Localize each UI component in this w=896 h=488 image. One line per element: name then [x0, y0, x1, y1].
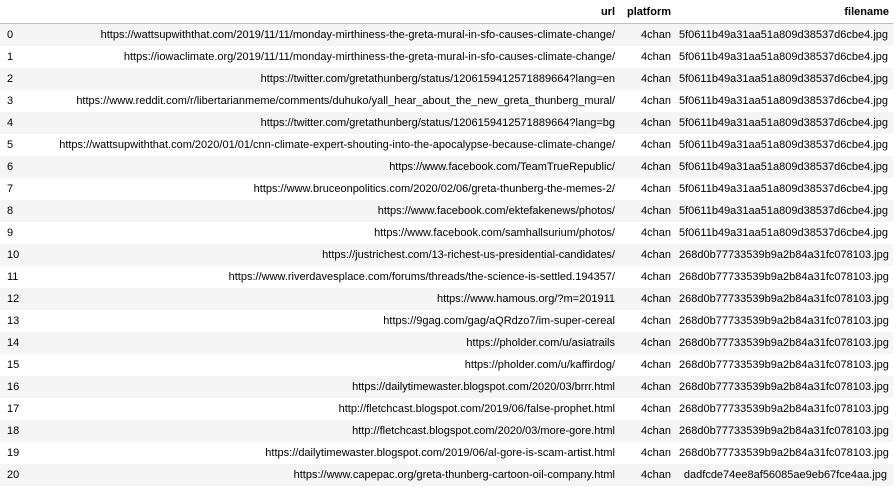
- row-index: 1: [7, 51, 14, 63]
- row-index: 9: [7, 227, 14, 239]
- header-row: [0, 0, 893, 24]
- table-row: [0, 90, 893, 112]
- table-row: [0, 156, 893, 178]
- platform-cell: 4chan: [641, 205, 671, 217]
- filename-cell: dadfcde74ee8af56085ae9eb67fce4aa.jpg: [683, 469, 887, 481]
- platform-cell: 4chan: [641, 29, 671, 41]
- url-cell: https://www.facebook.com/ektefakenews/photos/: [377, 205, 615, 217]
- url-cell: https://iowaclimate.org/2019/11/11/monday-mirthiness-the-greta-mural-in-sfo-causes-climate-change/: [123, 51, 615, 63]
- platform-cell: 4chan: [641, 271, 671, 283]
- row-index: 18: [7, 425, 20, 437]
- row-index: 14: [7, 337, 20, 349]
- platform-cell: 4chan: [641, 469, 671, 481]
- url-column-header: url: [36, 0, 619, 24]
- row-index: 17: [7, 403, 20, 415]
- row-index: 8: [7, 205, 14, 217]
- url-cell: https://pholder.com/u/kaffirdog/: [464, 359, 615, 371]
- filename-cell: 268d0b77733539b9a2b84a31fc078103.jpg: [679, 447, 889, 459]
- table-row: [0, 310, 893, 332]
- row-index: 15: [7, 359, 20, 371]
- platform-cell: 4chan: [641, 293, 671, 305]
- filename-column-header: filename: [675, 0, 893, 24]
- platform-cell: 4chan: [641, 51, 671, 63]
- table-row: [0, 200, 893, 222]
- platform-cell: 4chan: [641, 403, 671, 415]
- filename-cell: 268d0b77733539b9a2b84a31fc078103.jpg: [679, 425, 889, 437]
- platform-cell: 4chan: [641, 139, 671, 151]
- filename-cell: 268d0b77733539b9a2b84a31fc078103.jpg: [679, 337, 889, 349]
- table-row: [0, 24, 893, 47]
- table-row: [0, 376, 893, 398]
- row-index: 6: [7, 161, 14, 173]
- url-cell: https://www.facebook.com/TeamTrueRepublic/: [389, 161, 615, 173]
- filename-cell: 268d0b77733539b9a2b84a31fc078103.jpg: [679, 403, 889, 415]
- platform-cell: 4chan: [641, 337, 671, 349]
- platform-cell: 4chan: [641, 161, 671, 173]
- filename-cell: 268d0b77733539b9a2b84a31fc078103.jpg: [679, 381, 889, 393]
- table-header: [0, 0, 893, 24]
- table-row: [0, 332, 893, 354]
- url-cell: https://wattsupwiththat.com/2020/01/01/cnn-climate-expert-shouting-into-the-apocalypse-because-climate-change/: [59, 139, 615, 151]
- table-row: [0, 288, 893, 310]
- platform-cell: 4chan: [641, 227, 671, 239]
- url-cell: https://pholder.com/u/asiatrails: [466, 337, 615, 349]
- url-cell: https://www.riverdavesplace.com/forums/threads/the-science-is-settled.194357/: [228, 271, 615, 283]
- platform-cell: 4chan: [641, 425, 671, 437]
- platform-cell: 4chan: [641, 359, 671, 371]
- platform-cell: 4chan: [641, 381, 671, 393]
- row-index: 11: [7, 271, 19, 283]
- row-index: 2: [7, 73, 14, 85]
- row-index: 19: [7, 447, 20, 459]
- filename-cell: 268d0b77733539b9a2b84a31fc078103.jpg: [679, 315, 889, 327]
- table-row: [0, 420, 893, 442]
- url-cell: https://www.bruceonpolitics.com/2020/02/06/greta-thunberg-the-memes-2/: [253, 183, 615, 195]
- row-index: 4: [7, 117, 14, 129]
- filename-cell: 5f0611b49a31aa51a809d38537d6cbe4.jpg: [679, 183, 889, 195]
- platform-cell: 4chan: [641, 117, 671, 129]
- filename-cell: 268d0b77733539b9a2b84a31fc078103.jpg: [679, 249, 889, 261]
- row-index: 10: [7, 249, 20, 261]
- filename-cell: 5f0611b49a31aa51a809d38537d6cbe4.jpg: [679, 73, 889, 85]
- url-cell: https://www.capepac.org/greta-thunberg-cartoon-oil-company.html: [293, 469, 615, 481]
- row-index: 3: [7, 95, 14, 107]
- row-index: 16: [7, 381, 20, 393]
- row-index: 13: [7, 315, 20, 327]
- table-row: [0, 46, 893, 68]
- filename-cell: 268d0b77733539b9a2b84a31fc078103.jpg: [679, 271, 889, 283]
- platform-column-header: platform: [619, 0, 675, 24]
- url-cell: http://fletchcast.blogspot.com/2020/03/more-gore.html: [352, 425, 615, 437]
- table-body: [0, 24, 893, 487]
- url-cell: https://9gag.com/gag/aQRdzo7/im-super-cereal: [383, 315, 615, 327]
- filename-cell: 5f0611b49a31aa51a809d38537d6cbe4.jpg: [679, 161, 889, 173]
- platform-cell: 4chan: [641, 249, 671, 261]
- index-column-header: [0, 0, 36, 24]
- platform-cell: 4chan: [641, 447, 671, 459]
- filename-cell: 5f0611b49a31aa51a809d38537d6cbe4.jpg: [679, 29, 889, 41]
- table-row: [0, 354, 893, 376]
- filename-cell: 5f0611b49a31aa51a809d38537d6cbe4.jpg: [679, 95, 889, 107]
- row-index: 7: [7, 183, 14, 195]
- row-index: 20: [7, 469, 20, 481]
- table-row: [0, 222, 893, 244]
- url-cell: https://www.reddit.com/r/libertarianmeme/comments/duhuko/yall_hear_about_the_new_greta_thunberg_mural/: [76, 95, 615, 107]
- url-cell: https://dailytimewaster.blogspot.com/2019/06/al-gore-is-scam-artist.html: [265, 447, 615, 459]
- table-row: [0, 398, 893, 420]
- url-cell: https://justrichest.com/13-richest-us-presidential-candidates/: [322, 249, 615, 261]
- url-cell: http://fletchcast.blogspot.com/2019/06/false-prophet.html: [338, 403, 615, 415]
- row-index: 12: [7, 293, 20, 305]
- url-cell: https://twitter.com/gretathunberg/status/1206159412571889664?lang=en: [260, 73, 615, 85]
- filename-cell: 5f0611b49a31aa51a809d38537d6cbe4.jpg: [679, 227, 889, 239]
- filename-cell: 268d0b77733539b9a2b84a31fc078103.jpg: [679, 293, 889, 305]
- table-row: [0, 68, 893, 90]
- filename-cell: 5f0611b49a31aa51a809d38537d6cbe4.jpg: [679, 117, 889, 129]
- filename-cell: 5f0611b49a31aa51a809d38537d6cbe4.jpg: [679, 51, 889, 63]
- table-row: [0, 266, 893, 288]
- platform-cell: 4chan: [641, 183, 671, 195]
- filename-cell: 268d0b77733539b9a2b84a31fc078103.jpg: [679, 359, 889, 371]
- table-row: [0, 178, 893, 200]
- platform-cell: 4chan: [641, 315, 671, 327]
- filename-cell: 5f0611b49a31aa51a809d38537d6cbe4.jpg: [679, 139, 889, 151]
- url-cell: https://www.facebook.com/samhallsurium/photos/: [374, 227, 615, 239]
- table-row: [0, 464, 893, 486]
- table-row: [0, 134, 893, 156]
- platform-cell: 4chan: [641, 95, 671, 107]
- url-cell: https://twitter.com/gretathunberg/status/1206159412571889664?lang=bg: [260, 117, 615, 129]
- table-row: [0, 442, 893, 464]
- filename-cell: 5f0611b49a31aa51a809d38537d6cbe4.jpg: [679, 205, 889, 217]
- row-index: 5: [7, 139, 14, 151]
- url-cell: https://dailytimewaster.blogspot.com/2020/03/brrr.html: [352, 381, 615, 393]
- table-row: [0, 112, 893, 134]
- url-cell: https://wattsupwiththat.com/2019/11/11/monday-mirthiness-the-greta-mural-in-sfo-causes-climate-change/: [100, 29, 615, 41]
- row-index: 0: [7, 29, 14, 41]
- platform-cell: 4chan: [641, 73, 671, 85]
- url-cell: https://www.hamous.org/?m=201911: [436, 293, 615, 305]
- table-row: [0, 244, 893, 266]
